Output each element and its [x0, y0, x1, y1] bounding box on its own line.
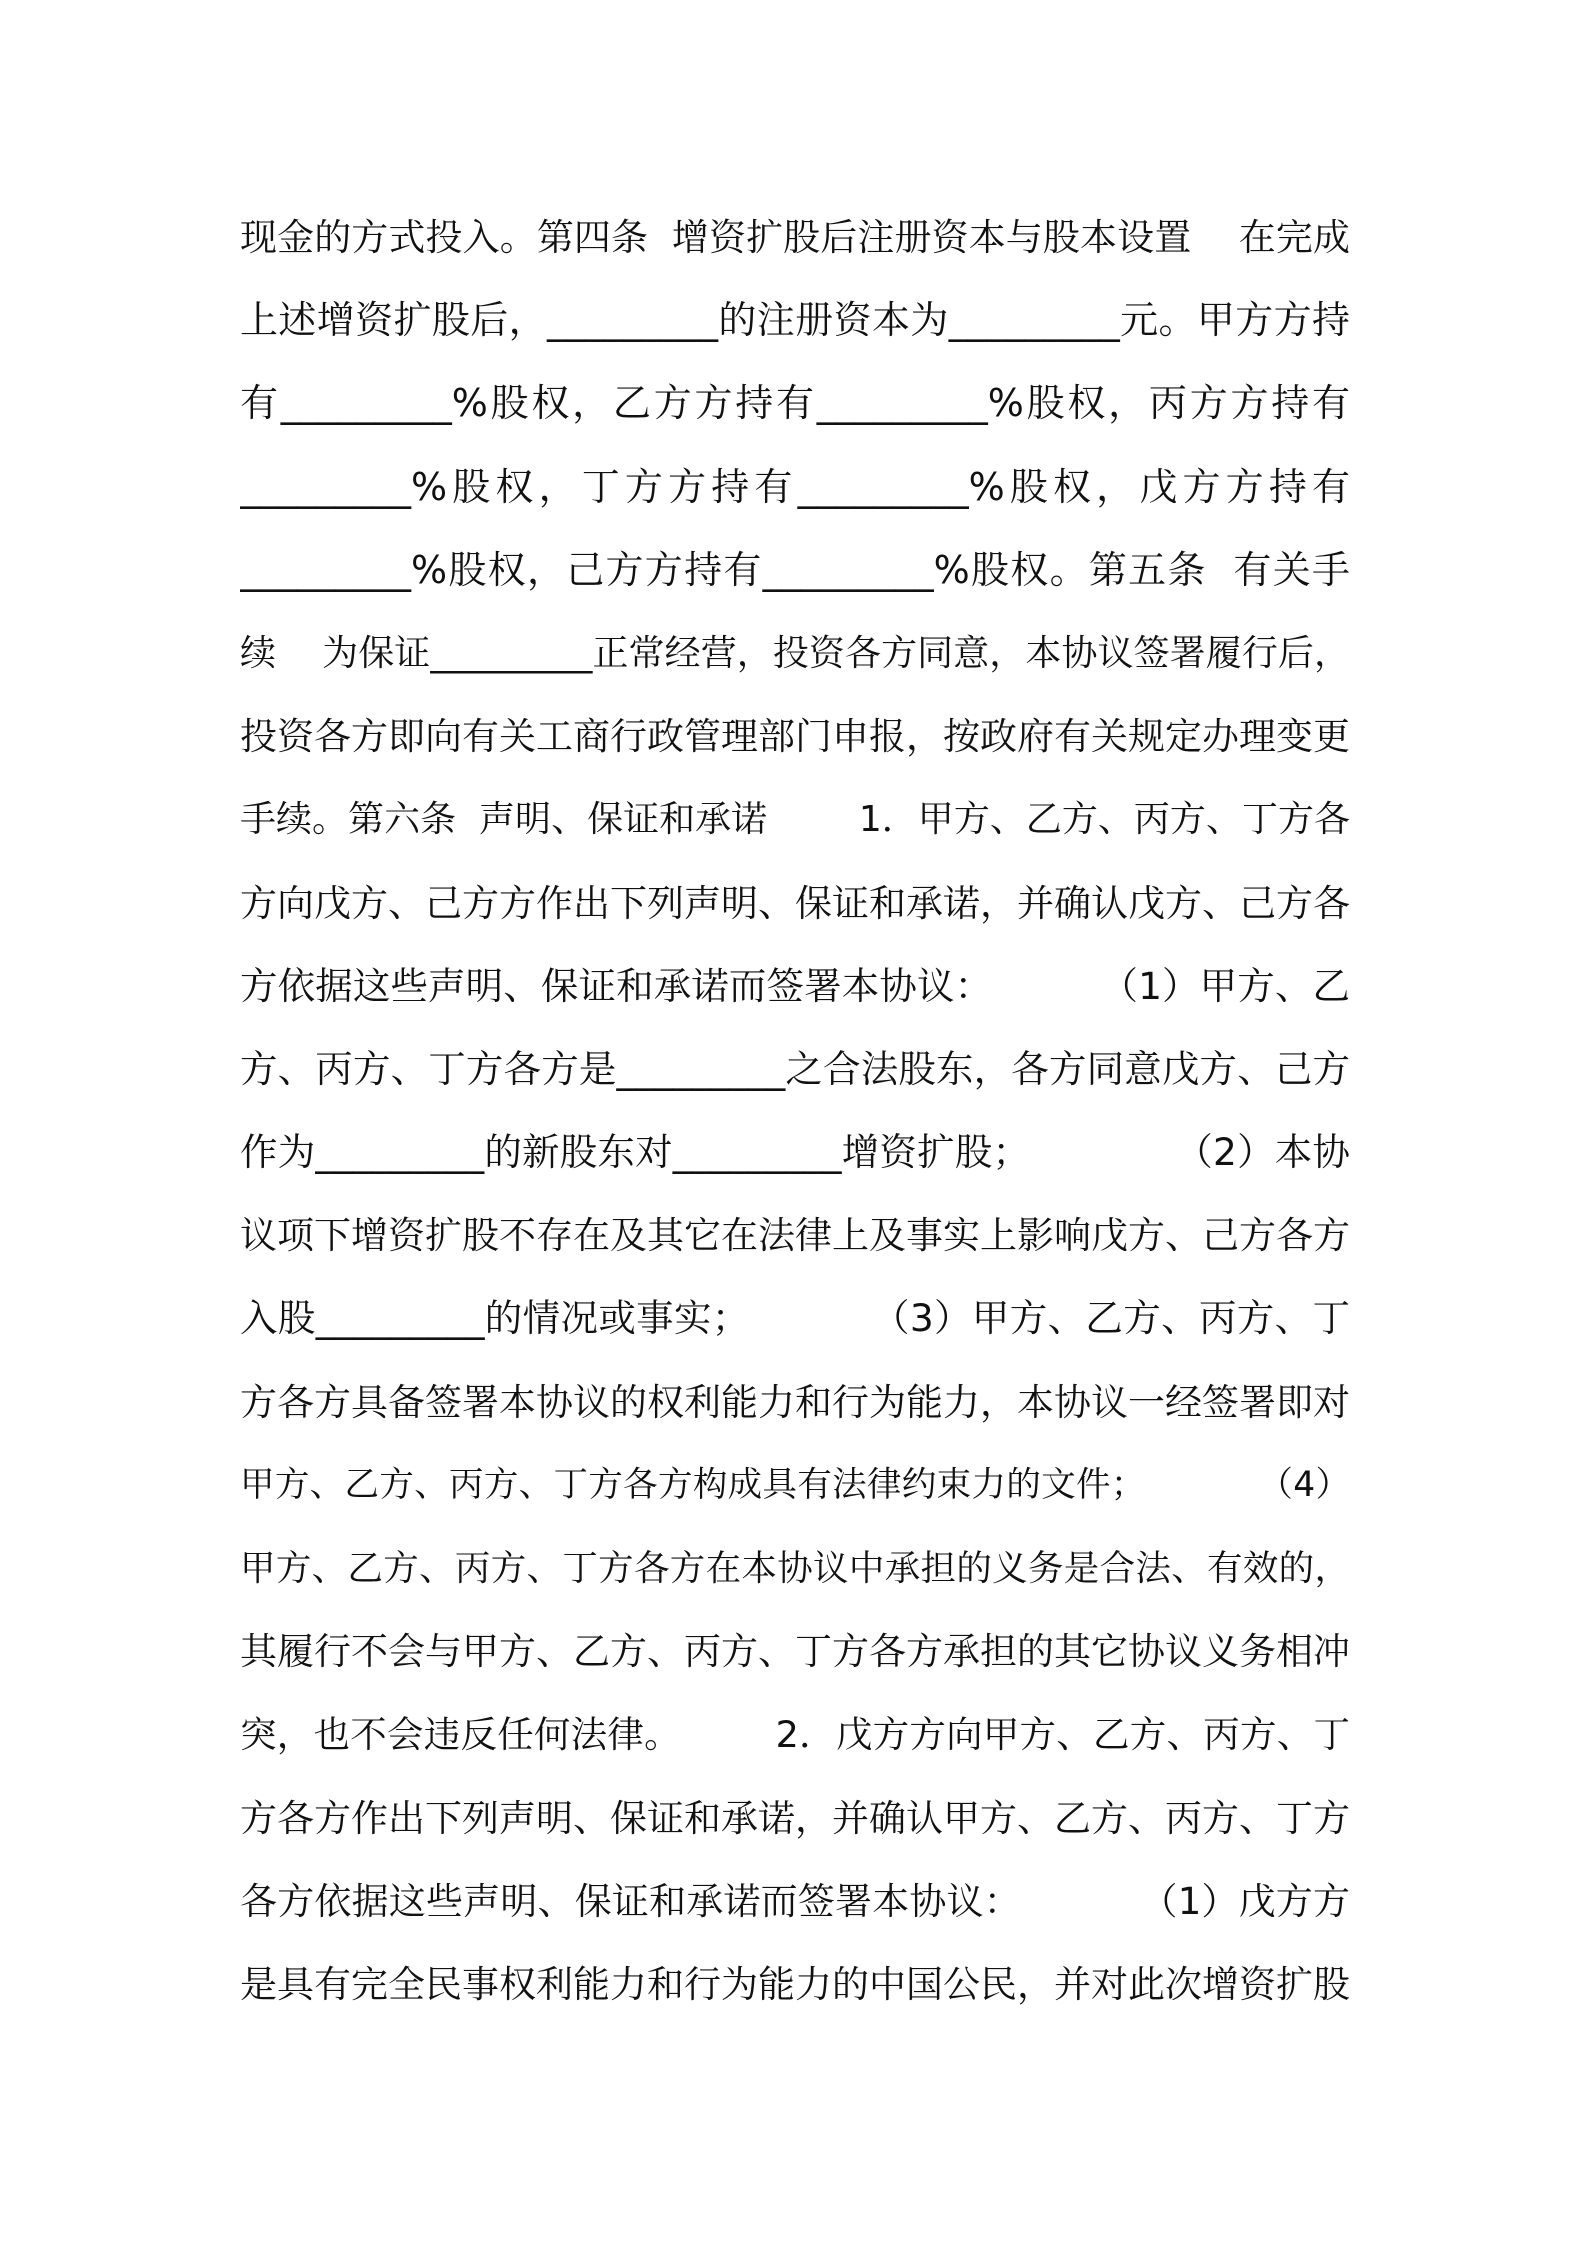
text-line: 甲方、乙方、丙方、丁方各方构成具有法律约束力的文件； （4） [240, 1464, 1350, 1505]
text-line: 方各方作出下列声明、保证和承诺，并确认甲方、乙方、丙方、丁方 [240, 1796, 1350, 1840]
text-line: 方各方具备签署本协议的权利能力和行为能力，本协议一经签署即对 [240, 1380, 1350, 1424]
text-line: 是具有完全民事权利能力和行为能力的中国公民，并对此次增资扩股 [240, 1962, 1350, 2006]
text-line: _________%股权，己方方持有_________%股权。第五条 有关手 [240, 547, 1350, 592]
text-line: 方依据这些声明、保证和承诺而签署本协议： （1）甲方、乙 [240, 963, 1350, 1008]
text-line: 其履行不会与甲方、乙方、丙方、丁方各方承担的其它协议义务相冲 [240, 1630, 1350, 1674]
text-line: 入股_________的情况或事实； （3）甲方、乙方、丙方、丁 [240, 1296, 1350, 1341]
text-line: 议项下增资扩股不存在及其它在法律上及事实上影响戊方、己方各方 [240, 1214, 1350, 1258]
text-line: 有_________%股权，乙方方持有_________%股权，丙方方持有 [240, 381, 1350, 426]
text-line: 突，也不会违反任何法律。 2．戊方方向甲方、乙方、丙方、丁 [240, 1713, 1350, 1757]
text-line: 现金的方式投入。第四条 增资扩股后注册资本与股本设置 在完成 [240, 216, 1350, 259]
text-line: 上述增资扩股后，_________的注册资本为_________元。甲方方持 [240, 298, 1350, 343]
text-line: 续 为保证_________正常经营，投资各方同意，本协议签署履行后， [240, 632, 1350, 674]
text-line: 方向戊方、己方方作出下列声明、保证和承诺，并确认戊方、己方各 [240, 881, 1350, 925]
text-line: 作为_________的新股东对_________增资扩股； （2）本协 [240, 1130, 1350, 1175]
text-line: 各方依据这些声明、保证和承诺而签署本协议： （1）戊方方 [240, 1879, 1350, 1923]
text-line: _________%股权，丁方方持有_________%股权，戊方方持有 [240, 464, 1350, 509]
document-body [240, 196, 1350, 2026]
text-line: 方、丙方、丁方各方是_________之合法股东，各方同意戊方、己方 [240, 1046, 1350, 1091]
text-line: 投资各方即向有关工商行政管理部门申报，按政府有关规定办理变更 [240, 715, 1350, 759]
text-line: 手续。第六条 声明、保证和承诺 1．甲方、乙方、丙方、丁方各 [240, 799, 1350, 841]
text-line: 甲方、乙方、丙方、丁方各方在本协议中承担的义务是合法、有效的， [240, 1548, 1350, 1589]
